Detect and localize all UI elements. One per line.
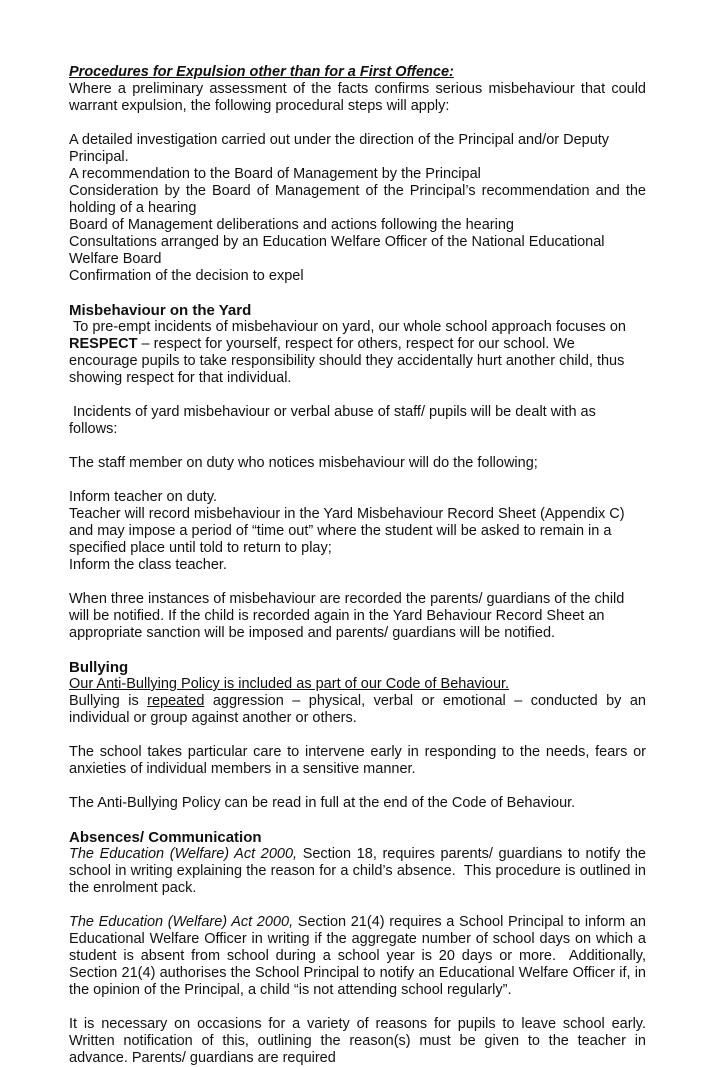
- absences-act-italic: The Education (Welfare) Act 2000,: [69, 914, 294, 930]
- absences-section21-text: Section 21(4) requires a School Principal to inform an Educational Welfare Officer in writing if the aggregate number of school days on which a student is absent from school during a school year is 20 days or more. Additionally, Section 21(4) authorises the School Principal to notify an Educational Welfare Officer if, in the opinion of the Principal, a child “is not attending school regularly”.: [69, 914, 651, 998]
- absences-act-italic: The Education (Welfare) Act 2000,: [69, 846, 298, 862]
- absences-section21-paragraph: [69, 914, 651, 999]
- yard-step: Teacher will record misbehaviour in the Yard Misbehaviour Record Sheet (Appendix C) and may impose a period of “time out” where the student will be asked to remain in a specified place until told to return to play;: [69, 506, 629, 556]
- yard-step: Inform teacher on duty.: [69, 489, 218, 505]
- bullying-read-full-paragraph: The Anti-Bullying Policy can be read in full at the end of the Code of Behaviour.: [69, 795, 576, 811]
- bullying-definition-paragraph: [69, 693, 651, 727]
- bullying-policy-line: Our Anti-Bullying Policy is included as part of our Code of Behaviour.: [69, 676, 510, 692]
- expulsion-intro-paragraph: Where a preliminary assessment of the facts confirms serious misbehaviour that could warrant expulsion, the following procedural steps will apply:: [69, 81, 651, 114]
- bullying-definition-post: aggression – physical, verbal or emotional – conducted by an individual or group against another or others.: [69, 693, 651, 726]
- yard-respect-text-post: – respect for yourself, respect for others, respect for our school. We encourage pupils to take responsibility should they accidentally hurt another child, thus showing respect for that individual.: [69, 336, 629, 386]
- section-heading-absences: Absences/ Communication: [69, 829, 262, 846]
- bullying-definition-pre: Bullying is: [69, 693, 148, 709]
- yard-step: Inform the class teacher.: [69, 557, 227, 573]
- yard-respect-paragraph: [69, 319, 646, 387]
- bullying-definition-underlined: repeated: [147, 693, 205, 709]
- absences-leave-early-paragraph: It is necessary on occasions for a variety of reasons for pupils to leave school early. Written notification of this, outlining the reason(s) must be given to the teacher in advance. Parents/ guardians are required: [69, 1016, 655, 1066]
- expulsion-step: Board of Management deliberations and actions following the hearing: [69, 217, 514, 233]
- expulsion-subheading: Procedures for Expulsion other than for a First Offence:: [69, 64, 454, 80]
- expulsion-step: A recommendation to the Board of Management by the Principal: [69, 166, 481, 182]
- absences-section18-text: Section 18, requires parents/ guardians to notify the school in writing explaining the reason for a child’s absence. This procedure is outlined in the enrolment pack.: [69, 846, 651, 896]
- expulsion-step: Consideration by the Board of Management of the Principal’s recommendation and the holding of a hearing: [69, 183, 651, 216]
- section-heading-yard: Misbehaviour on the Yard: [69, 302, 252, 319]
- yard-respect-bold: RESPECT: [69, 336, 138, 352]
- expulsion-step: Confirmation of the decision to expel: [69, 268, 304, 284]
- bullying-intervene-paragraph: The school takes particular care to intervene early in responding to the needs, fears or anxieties of individual members in a sensitive manner.: [69, 744, 651, 777]
- yard-three-instances-paragraph: When three instances of misbehaviour are recorded the parents/ guardians of the child will be notified. If the child is recorded again in the Yard Behaviour Record Sheet an appropriate sanction will be imposed and parents/ guardians will be notified.: [69, 591, 629, 641]
- absences-section18-paragraph: [69, 846, 651, 897]
- expulsion-step: A detailed investigation carried out under the direction of the Principal and/or Deputy Principal.: [69, 132, 614, 165]
- expulsion-step: Consultations arranged by an Education Welfare Officer of the National Educational Welfare Board: [69, 234, 609, 267]
- section-heading-bullying: Bullying: [69, 659, 129, 676]
- yard-incidents-paragraph: Incidents of yard misbehaviour or verbal abuse of staff/ pupils will be dealt with as follows:: [69, 404, 600, 437]
- yard-respect-text-pre: To pre-empt incidents of misbehaviour on yard, our whole school approach focuses on: [69, 319, 630, 335]
- yard-staff-paragraph: The staff member on duty who notices misbehaviour will do the following;: [69, 455, 538, 471]
